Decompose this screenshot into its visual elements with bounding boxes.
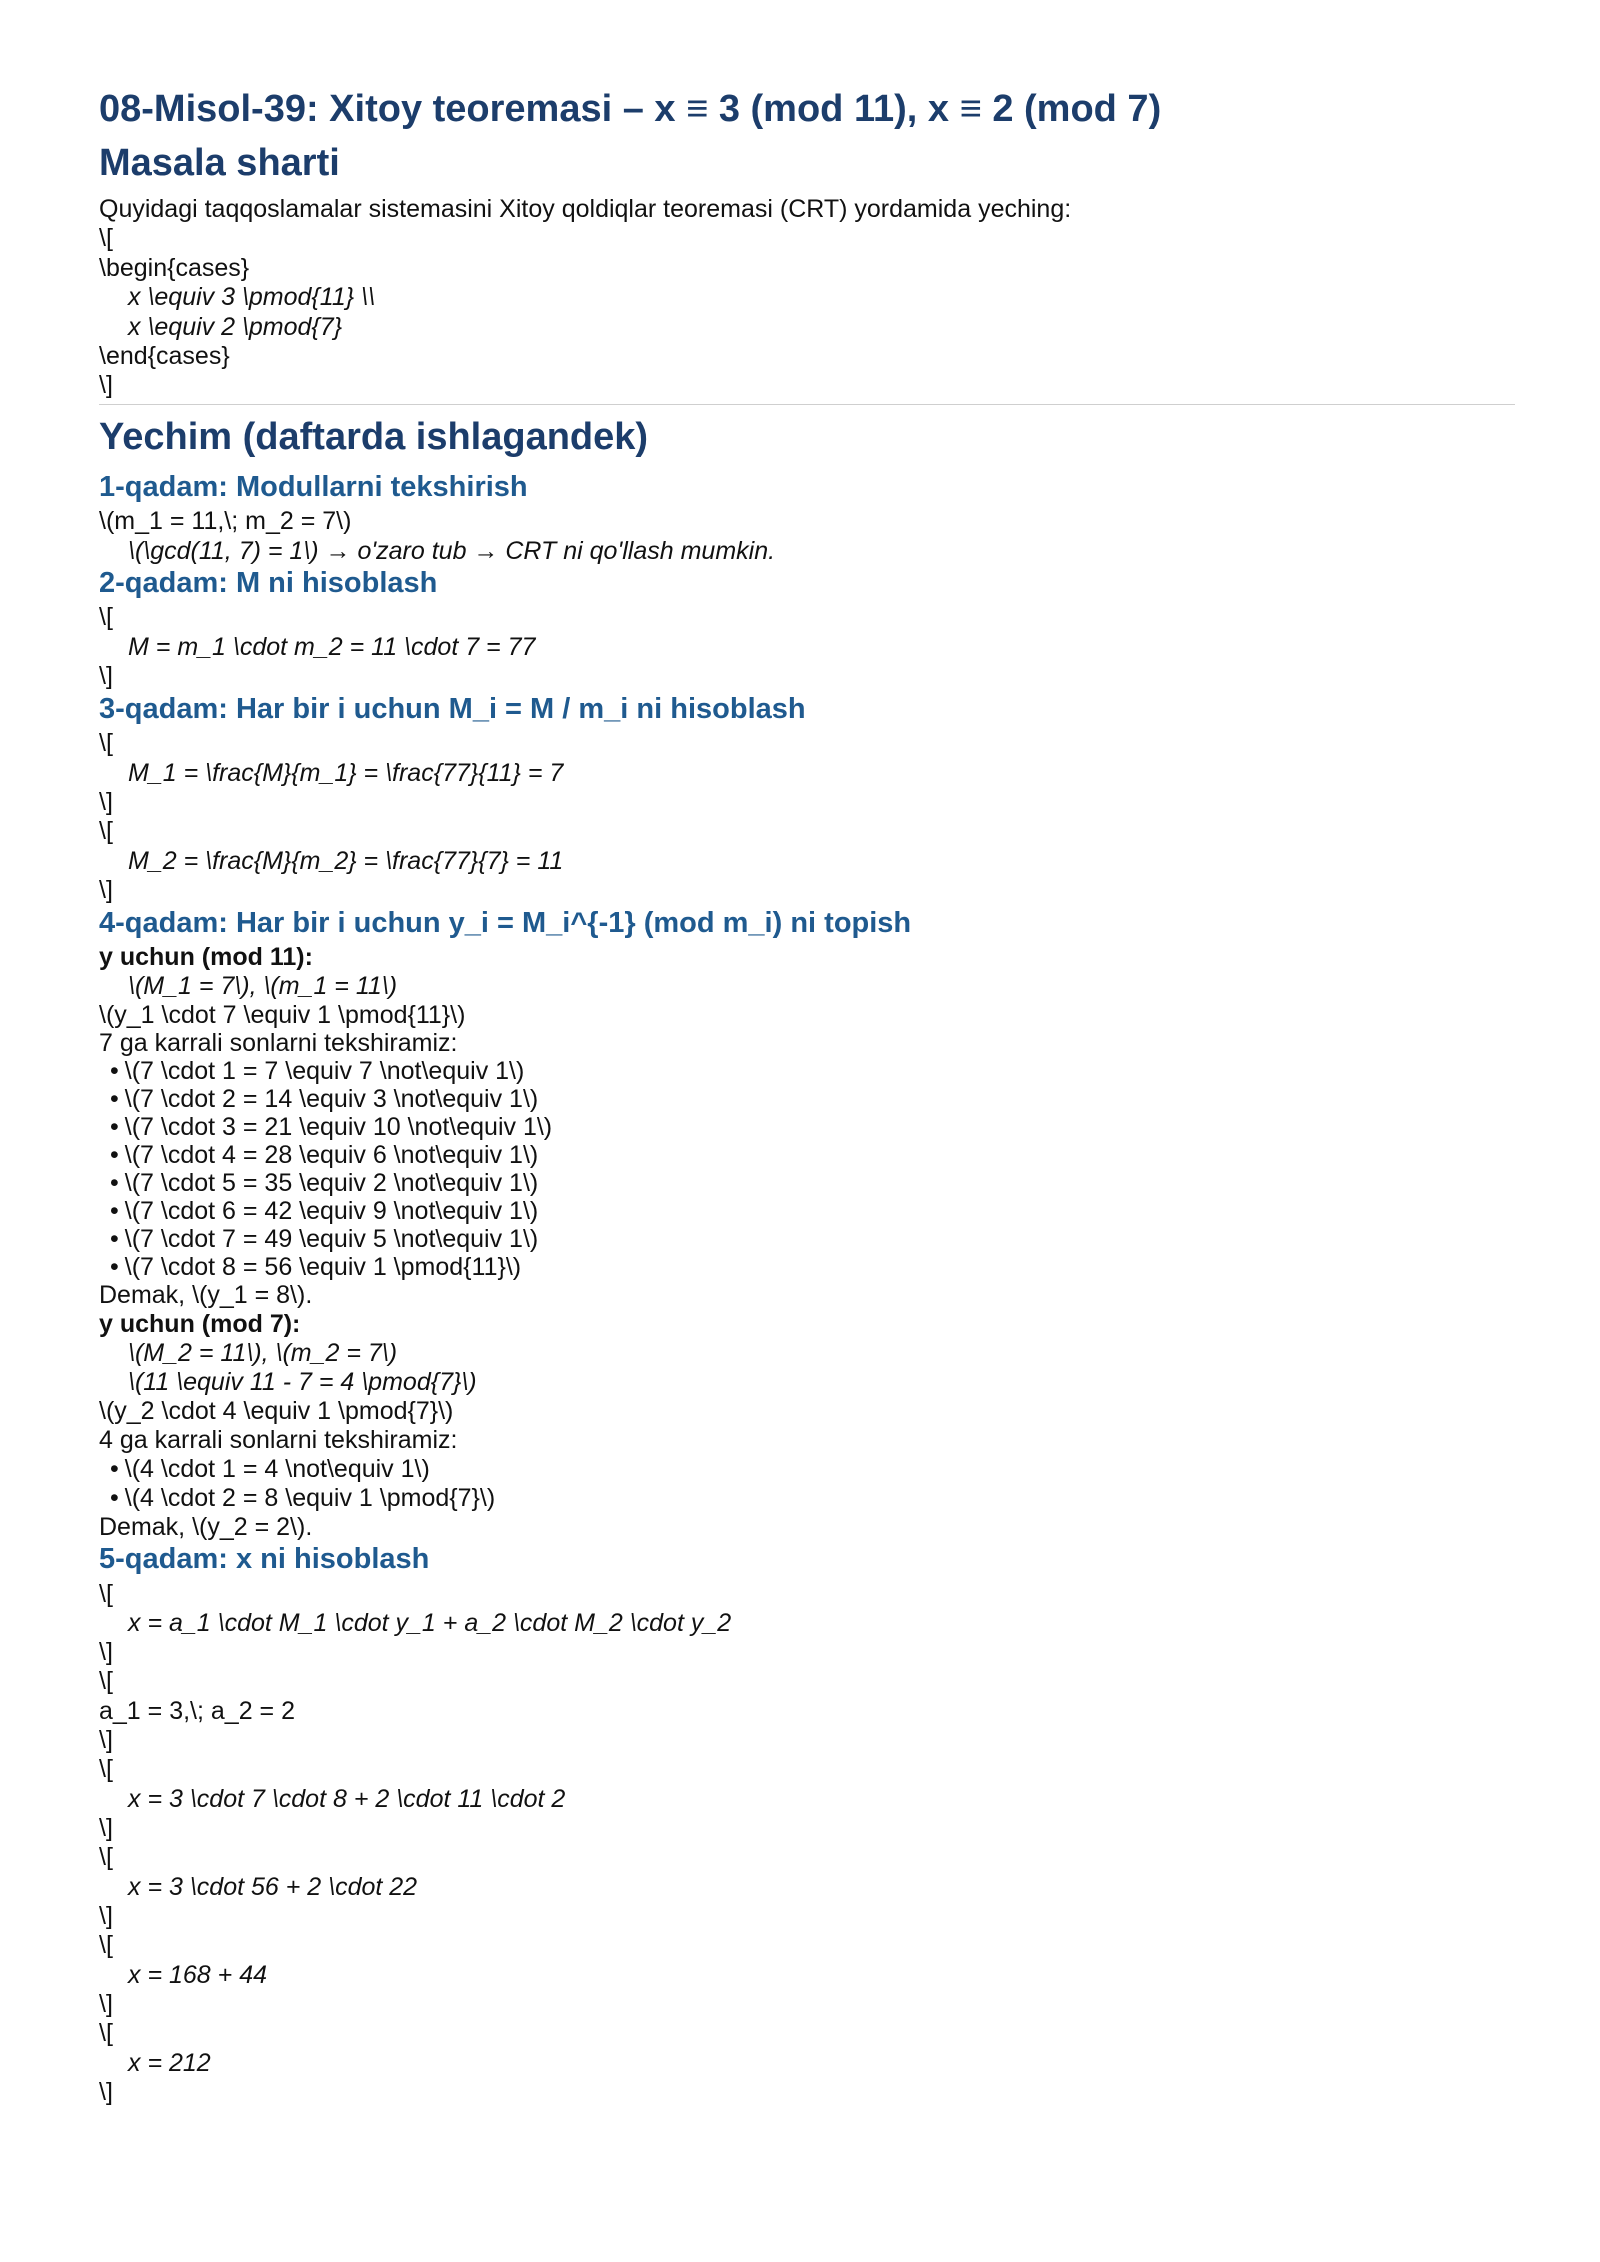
list-item: • \(4 \cdot 2 = 8 \equiv 1 \pmod{7}\): [110, 1484, 495, 1513]
latex-line: \]: [99, 1726, 113, 1754]
latex-line: \[: [99, 817, 113, 845]
latex-line: \]: [99, 2078, 113, 2106]
step2-heading: 2-qadam: M ni hisoblash: [99, 567, 438, 599]
latex-line: \[: [99, 1931, 113, 1959]
solution-heading: Yechim (daftarda ishlagandek): [99, 416, 649, 458]
part1-label: y uchun (mod 11):: [99, 943, 313, 971]
latex-line: \[: [99, 1755, 113, 1783]
part2-intro: 4 ga karrali sonlarni tekshiramiz:: [99, 1426, 458, 1454]
part1-conclusion: Demak, \(y_1 = 8\).: [99, 1281, 313, 1309]
formula: M = m_1 \cdot m_2 = 11 \cdot 7 = 77: [128, 633, 536, 661]
latex-line: \end{cases}: [99, 342, 230, 370]
latex-line: \[: [99, 2019, 113, 2047]
step3-heading: 3-qadam: Har bir i uchun M_i = M / m_i ni hisoblash: [99, 693, 806, 725]
latex-line: \]: [99, 662, 113, 690]
latex-line: x \equiv 3 \pmod{11} \\: [128, 283, 375, 311]
latex-line: \]: [99, 876, 113, 904]
latex-line: \]: [99, 1814, 113, 1842]
latex-line: \]: [99, 1902, 113, 1930]
formula: x = a_1 \cdot M_1 \cdot y_1 + a_2 \cdot M_2 \cdot y_2: [128, 1609, 732, 1637]
list-item: • \(7 \cdot 8 = 56 \equiv 1 \pmod{11}\): [110, 1253, 521, 1282]
list-item: • \(7 \cdot 4 = 28 \equiv 6 \not\equiv 1\): [110, 1141, 538, 1170]
latex-line: \[: [99, 224, 113, 252]
part1-equation: \(y_1 \cdot 7 \equiv 1 \pmod{11}\): [99, 1001, 466, 1029]
latex-line: \]: [99, 371, 113, 399]
document-title: 08-Misol-39: Xitoy teoremasi – x ≡ 3 (mod 11), x ≡ 2 (mod 7): [99, 88, 1162, 130]
latex-line: \]: [99, 788, 113, 816]
list-item: • \(7 \cdot 3 = 21 \equiv 10 \not\equiv 1\): [110, 1113, 552, 1142]
latex-line: \]: [99, 1638, 113, 1666]
formula: x = 3 \cdot 7 \cdot 8 + 2 \cdot 11 \cdot 2: [128, 1785, 566, 1813]
problem-intro: Quyidagi taqqoslamalar sistemasini Xitoy qoldiqlar teoremasi (CRT) yordamida yeching:: [99, 195, 1072, 223]
latex-line: \[: [99, 1843, 113, 1871]
problem-heading: Masala sharti: [99, 142, 340, 184]
formula: M_1 = \frac{M}{m_1} = \frac{77}{11} = 7: [128, 759, 564, 787]
part2-reduce: \(11 \equiv 11 - 7 = 4 \pmod{7}\): [128, 1368, 477, 1396]
list-item: • \(7 \cdot 1 = 7 \equiv 7 \not\equiv 1\): [110, 1057, 524, 1086]
section-divider: [99, 404, 1515, 405]
step5-heading: 5-qadam: x ni hisoblash: [99, 1543, 430, 1575]
part2-conclusion: Demak, \(y_2 = 2\).: [99, 1513, 313, 1541]
step1-line: \(\gcd(11, 7) = 1\) → o'zaro tub → CRT ni qo'llash mumkin.: [128, 537, 776, 565]
latex-line: \begin{cases}: [99, 254, 250, 282]
list-item: • \(7 \cdot 6 = 42 \equiv 9 \not\equiv 1\): [110, 1197, 538, 1226]
latex-line: \[: [99, 1580, 113, 1608]
latex-line: \[: [99, 729, 113, 757]
list-item: • \(7 \cdot 2 = 14 \equiv 3 \not\equiv 1\): [110, 1085, 538, 1114]
list-item: • \(4 \cdot 1 = 4 \not\equiv 1\): [110, 1455, 430, 1484]
latex-line: \]: [99, 1990, 113, 2018]
step1-heading: 1-qadam: Modullarni tekshirish: [99, 471, 528, 503]
latex-line: \[: [99, 603, 113, 631]
formula: a_1 = 3,\; a_2 = 2: [99, 1697, 295, 1725]
formula: x = 212: [128, 2049, 211, 2077]
formula: M_2 = \frac{M}{m_2} = \frac{77}{7} = 11: [128, 847, 564, 875]
part1-given: \(M_1 = 7\), \(m_1 = 11\): [128, 972, 398, 1000]
step4-heading: 4-qadam: Har bir i uchun y_i = M_i^{-1} (mod m_i) ni topish: [99, 907, 912, 939]
part2-given: \(M_2 = 11\), \(m_2 = 7\): [128, 1339, 398, 1367]
part2-label: y uchun (mod 7):: [99, 1310, 301, 1338]
latex-line: \[: [99, 1667, 113, 1695]
part1-intro: 7 ga karrali sonlarni tekshiramiz:: [99, 1029, 458, 1057]
formula: x = 168 + 44: [128, 1961, 268, 1989]
list-item: • \(7 \cdot 5 = 35 \equiv 2 \not\equiv 1\): [110, 1169, 538, 1198]
list-item: • \(7 \cdot 7 = 49 \equiv 5 \not\equiv 1\): [110, 1225, 538, 1254]
part2-equation: \(y_2 \cdot 4 \equiv 1 \pmod{7}\): [99, 1397, 454, 1425]
latex-line: x \equiv 2 \pmod{7}: [128, 313, 343, 341]
formula: x = 3 \cdot 56 + 2 \cdot 22: [128, 1873, 418, 1901]
step1-line: \(m_1 = 11,\; m_2 = 7\): [99, 507, 352, 535]
